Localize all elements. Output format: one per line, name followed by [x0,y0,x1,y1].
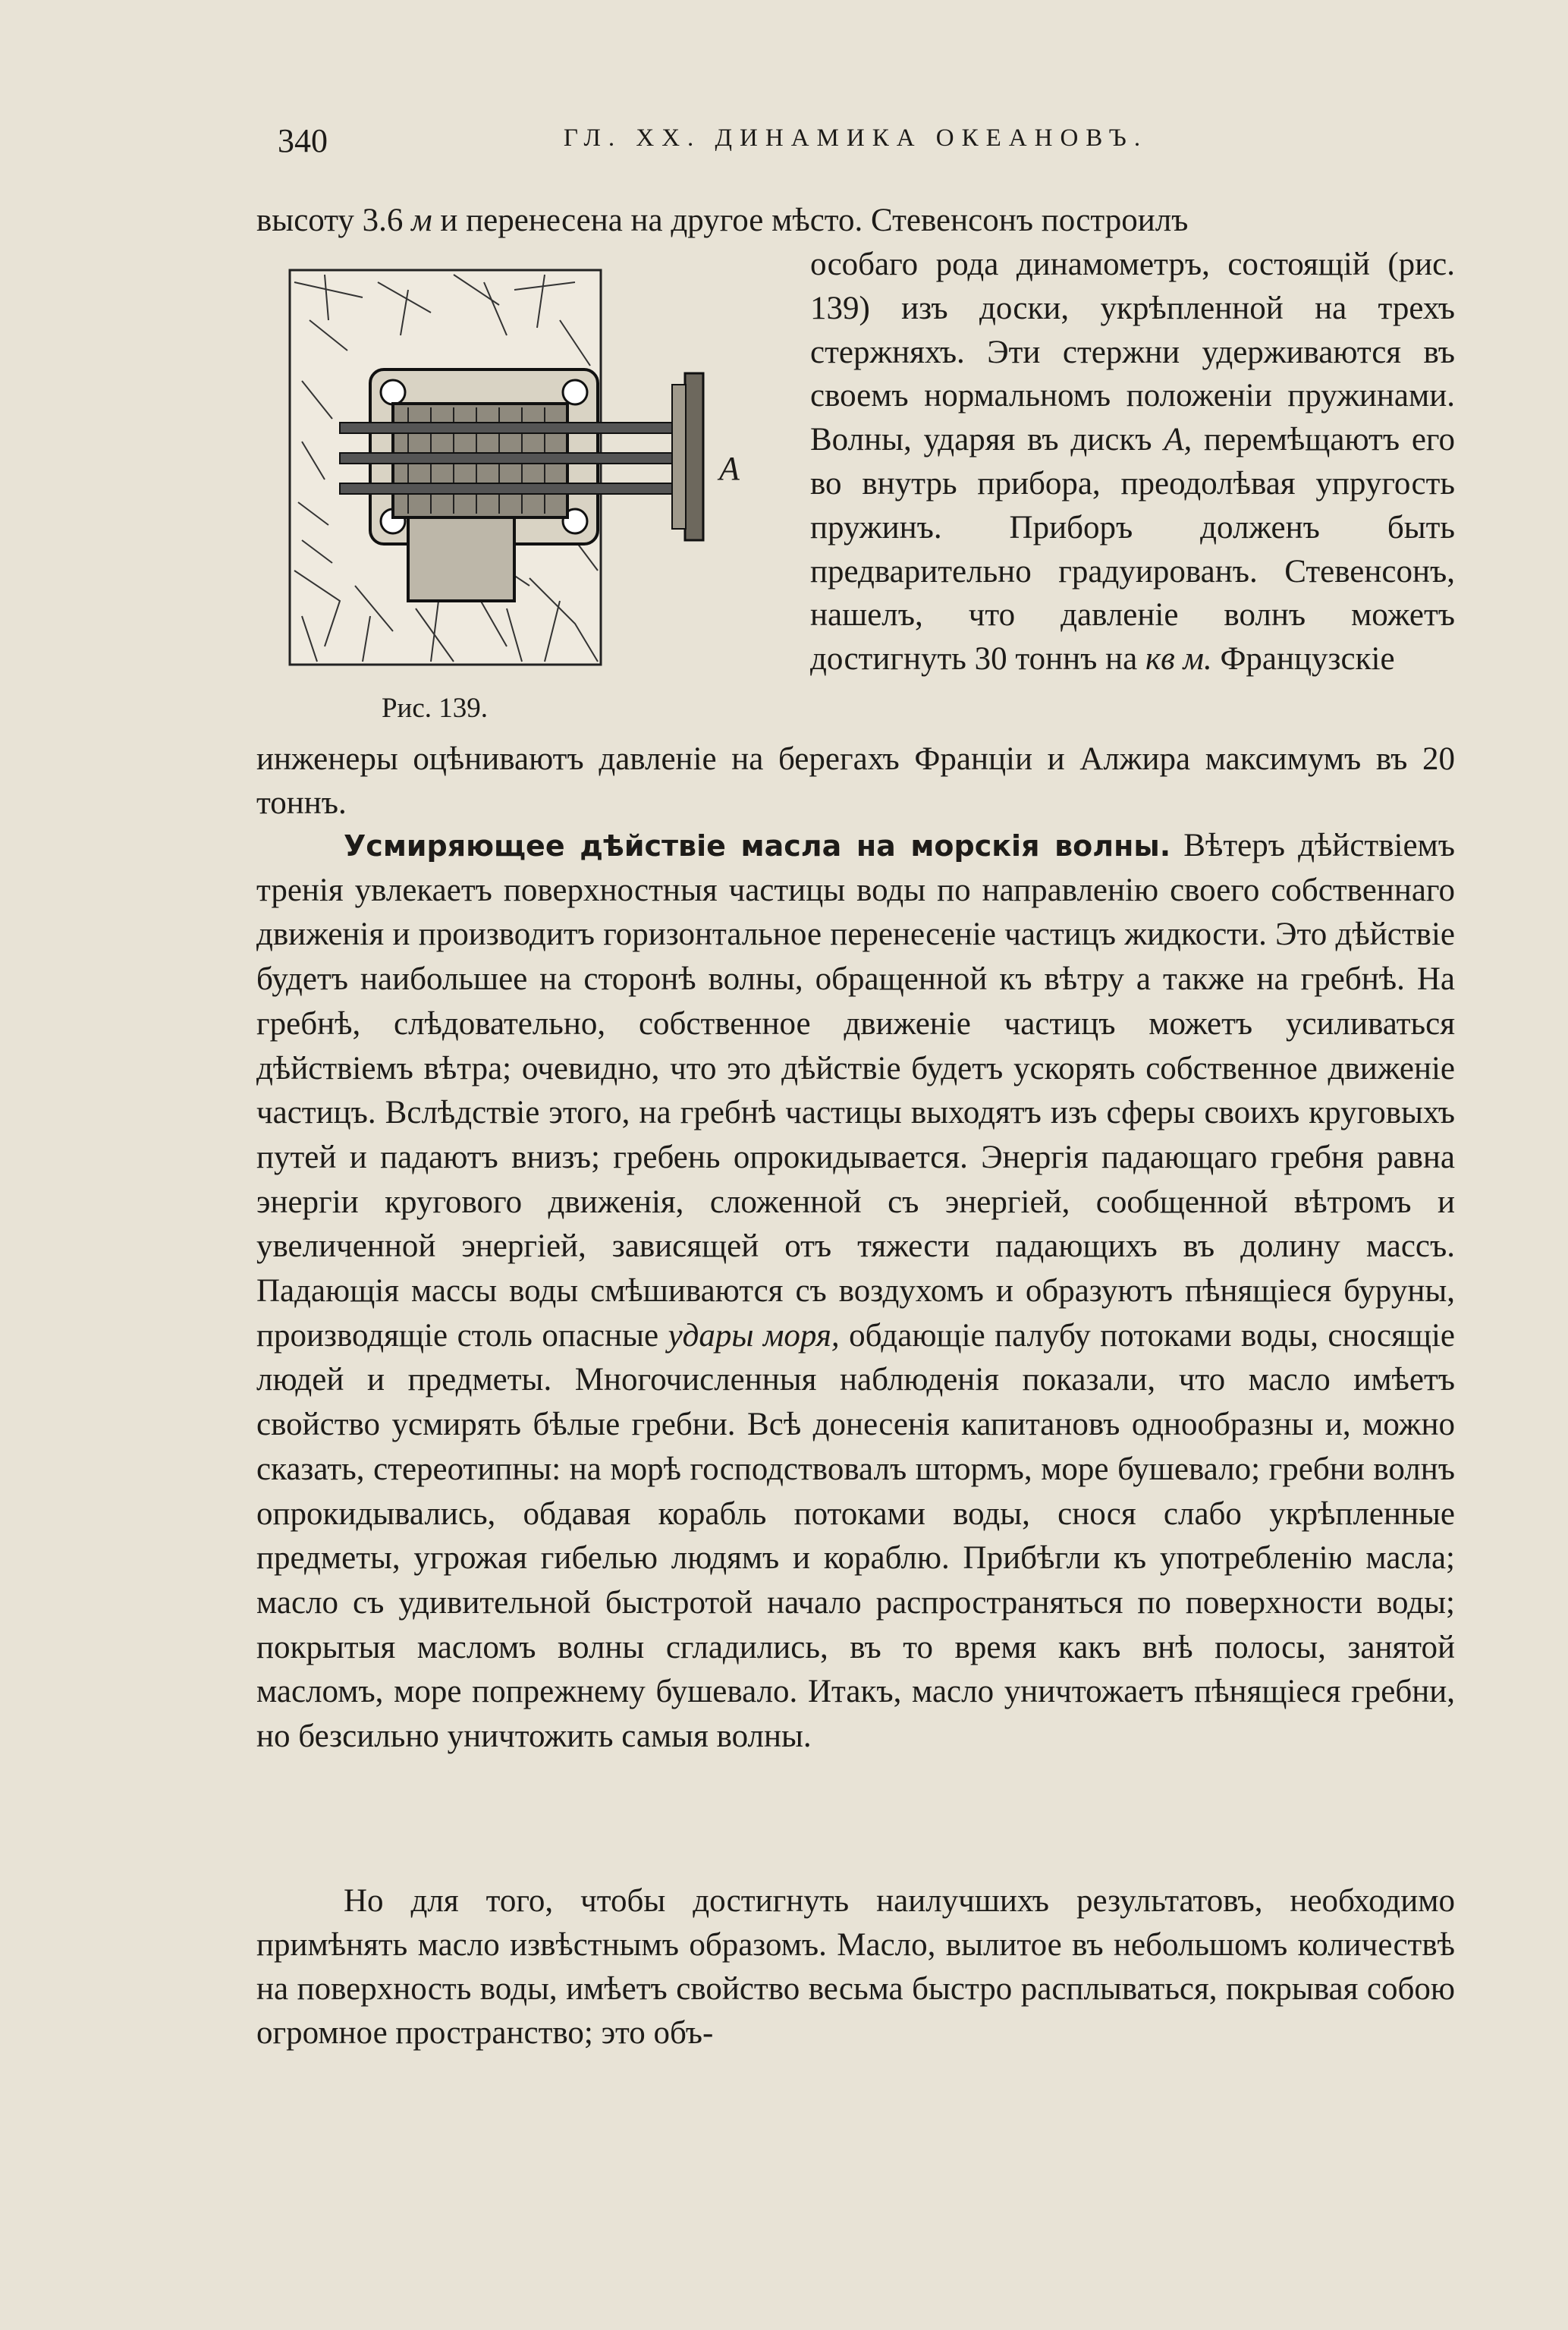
text-run: обдающіе палубу потоками воды, сносящіе людей и предметы. Многочисленныя наблюденія показали, что масло имѣетъ свойство усмирять бѣлые гребни. Всѣ донесенія капитановъ однообразны и, можно сказать, стереотипны: на морѣ господствовалъ штормъ, море бушевало; гребни волнъ опрокидывались, обдавая корабль потоками воды, снося слабо укрѣпленные предметы, угрожая гибелью людямъ и кораблю. Прибѣгли къ употребленію масла; масло съ удивительной быстротой начало распространяться по поверхности воды; покрытыя масломъ волны сгладились, въ то время какъ внѣ полосы, занятой масломъ, море попрежнему бушевало. Итакъ, масло уничтожаетъ пѣнящіеся гребни, но безсильно уничтожить самыя волны. [256,1317,1456,1755]
page-number: 340 [278,122,328,159]
paragraph-last [256,1879,1455,2055]
page-header [256,121,1455,167]
disc-reference: A, [1164,422,1192,458]
unit-square-meter: кв м. [1145,641,1212,678]
figure-label-a: A [719,450,740,487]
text-run: перемѣщаютъ его во внутрь прибора, преодолѣвая упругость пружинъ. Приборъ долженъ быть предварительно градуированъ. Стевенсонъ, нашелъ, что давленіе волнъ можетъ достигнуть 30 тоннъ на [810,422,1455,678]
figure-wrap-text [810,243,1455,681]
unit-meters: м [411,203,432,238]
text-run: особаго рода динамометръ, состоящій (рис. 139) изъ доски, укрѣпленной на трехъ стержняхъ. Эти стержни удерживаются въ своемъ нормальномъ положеніи пружинами. Волны, ударяя въ дискъ [810,247,1455,458]
running-title: ГЛ. XX. ДИНАМИКА ОКЕАНОВЪ. [563,124,1149,152]
figure-caption: Рис. 139. [381,693,489,724]
section-oil-on-waves [256,824,1455,1759]
text-run: и перенесена на другое мѣсто. Стевенсонъ построилъ [432,203,1189,238]
paragraph-text: инженеры оцѣниваютъ давленіе на берегахъ Франціи и Алжира максимумъ въ 20 тоннъ. [256,741,1455,821]
section-heading: Усмиряющее дѣйствіе масла на морскія волны. [344,829,1171,863]
paragraph-continuation [256,199,1455,243]
paragraph-continuation-2 [256,737,1455,825]
text-run: Вѣтеръ дѣйствіемъ тренія увлекаетъ поверхностныя частицы воды по направленію своего собственнаго движенія и производитъ горизонтальное перенесеніе частицъ жидкости. Это дѣйствіе будетъ наибольшее на сторонѣ волны, обращенной къ вѣтру а также на гребнѣ. На гребнѣ, слѣдовательно, собственное движеніе частицъ можетъ усиливаться дѣйствіемъ вѣтра; очевидно, что это дѣйствіе будетъ ускорять собственное движеніе частицъ. Вслѣдствіе этого, на гребнѣ частицы выходятъ изъ сферы своихъ круговыхъ путей и падаютъ внизъ; гребень опрокидывается. Энергія падающаго гребня равна энергіи кругового движенія, сложенной съ энергіей, сообщенной вѣтромъ и увеличенной энергіей, зависящей отъ тяжести падающихъ въ долину массъ. Падающія массы воды смѣшиваются съ воздухомъ и образуютъ пѣнящіеся буруны, производящіе столь опасные [256,828,1455,1354]
text-run: Французскіе [1211,641,1395,678]
figure-139 [256,252,803,734]
paragraph-text: Но для того, чтобы достигнуть наилучшихъ результатовъ, необходимо примѣнять масло извѣстнымъ образомъ. Масло, вылитое въ небольшомъ количествѣ на поверхность воды, имѣетъ свойство весьма быстро расплываться, покрывая собою огромное пространство; это объ- [256,1883,1455,2051]
italic-term: удары моря, [668,1317,840,1354]
text-run: высоту 3.6 [256,203,412,238]
